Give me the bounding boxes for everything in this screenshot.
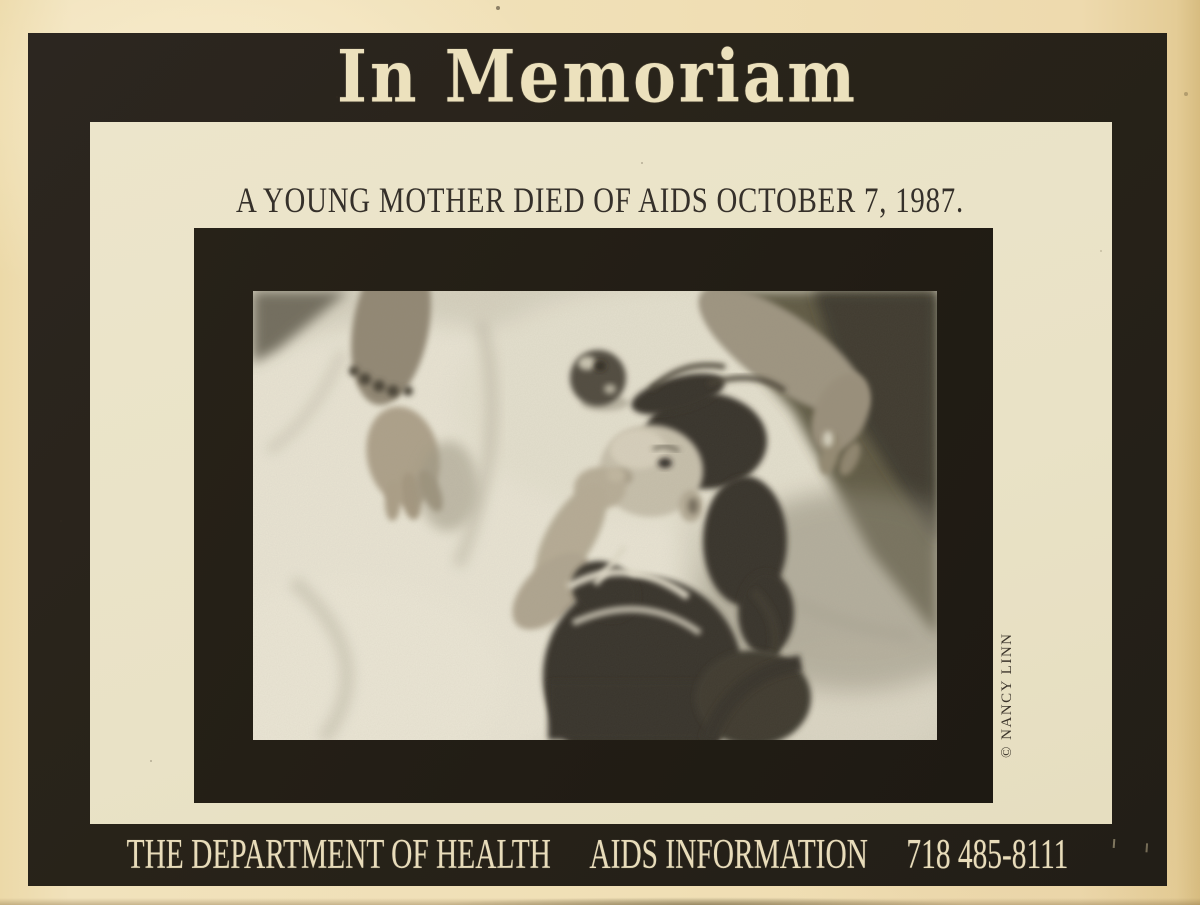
paper-specks [0, 0, 2, 2]
footer-band [126, 824, 1069, 886]
poster-title: In Memoriam [337, 35, 858, 120]
footer-program: AIDS INFORMATION [589, 832, 868, 878]
photo-warm-tint [253, 291, 937, 740]
photo-credit: © NANCY LINN [999, 632, 1015, 758]
footer-department: THE DEPARTMENT OF HEALTH [126, 832, 551, 878]
poster-subtitle: A YOUNG MOTHER DIED OF AIDS OCTOBER 7, 1987. [235, 180, 965, 220]
bottom-edge-shadow [0, 898, 1200, 905]
footer-phone: 718 485-8111 [906, 832, 1069, 878]
memorial-photo-art [253, 291, 937, 740]
memorial-photo [253, 291, 937, 740]
title-band [28, 33, 1167, 122]
